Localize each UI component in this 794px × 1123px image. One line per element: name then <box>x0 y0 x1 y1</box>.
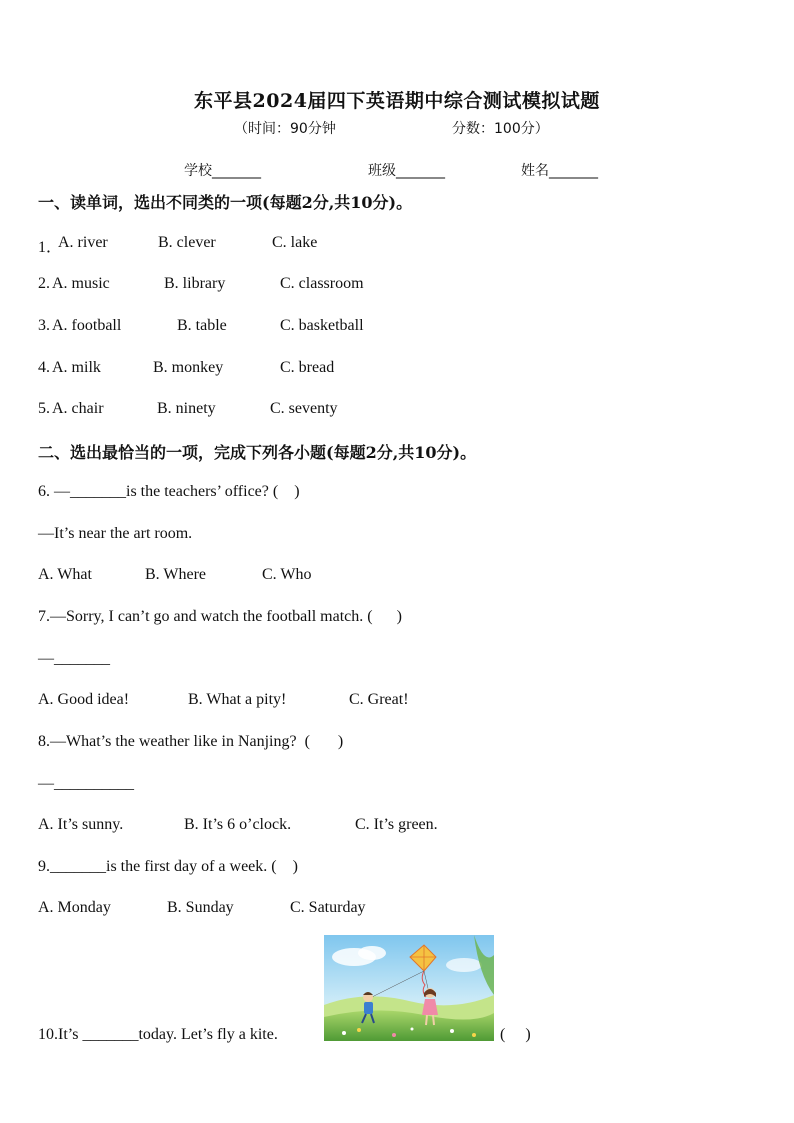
section-1-heading: 一、读单词，选出不同类的一项(每题2分,共10分)。 <box>38 193 413 212</box>
dialogue-reply: —_______ <box>38 650 110 667</box>
option-c: C. lake <box>272 234 318 251</box>
answer-blank: ( ) <box>500 1026 531 1043</box>
option-a: A. Good idea! <box>38 691 130 708</box>
option-b: B. clever <box>158 234 216 251</box>
option-c: C. seventy <box>270 400 338 417</box>
option-b: B. monkey <box>153 359 224 376</box>
page-title: 东平县2024届四下英语期中综合测试模拟试题 <box>194 90 600 112</box>
question-stem: 7.—Sorry, I can’t go and watch the football match. ( ) <box>38 608 402 625</box>
name-field: 姓名_______ <box>521 163 598 179</box>
question-number: 2. <box>38 275 50 292</box>
option-a: A. football <box>52 317 122 334</box>
option-a: A. It’s sunny. <box>38 816 124 833</box>
option-b: B. Where <box>145 566 207 583</box>
option-c: C. Great! <box>349 691 409 708</box>
question-number: 3. <box>38 317 50 334</box>
option-a: A. river <box>58 234 108 251</box>
option-a: A. chair <box>52 400 104 417</box>
option-b: B. library <box>164 275 226 292</box>
question-stem: 6. —_______is the teachers’ office? ( ) <box>38 483 300 500</box>
question-number: 5. <box>38 400 50 417</box>
option-a: A. Monday <box>38 899 111 916</box>
exam-time: （时间：90分钟 <box>234 121 336 137</box>
option-c: C. classroom <box>280 275 364 292</box>
option-b: B. Sunday <box>167 899 234 916</box>
dialogue-reply: —__________ <box>38 775 134 792</box>
section-2-heading: 二、选出最恰当的一项，完成下列各小题(每题2分,共10分)。 <box>38 443 477 462</box>
option-b: B. table <box>177 317 227 334</box>
option-c: C. It’s green. <box>355 816 438 833</box>
option-c: C. Who <box>262 566 312 583</box>
kite-flying-illustration <box>324 935 494 1041</box>
question-stem: 8.—What’s the weather like in Nanjing? ( ) <box>38 733 344 750</box>
exam-score: 分数：100分） <box>452 121 549 137</box>
option-c: C. bread <box>280 359 335 376</box>
option-b: B. What a pity! <box>188 691 287 708</box>
option-b: B. It’s 6 o’clock. <box>184 816 292 833</box>
dialogue-reply: —It’s near the art room. <box>38 525 193 542</box>
question-number: 4. <box>38 359 50 376</box>
school-field: 学校_______ <box>184 163 261 179</box>
class-field: 班级_______ <box>368 163 445 179</box>
option-a: A. milk <box>52 359 101 376</box>
option-a: A. What <box>38 566 92 583</box>
question-stem: 10.It’s _______today. Let’s fly a kite. <box>38 1026 278 1043</box>
option-b: B. ninety <box>157 400 216 417</box>
option-a: A. music <box>52 275 110 292</box>
question-number: 1． <box>38 239 63 256</box>
option-c: C. basketball <box>280 317 364 334</box>
question-stem: 9._______is the first day of a week. ( ) <box>38 858 298 875</box>
option-c: C. Saturday <box>290 899 366 916</box>
